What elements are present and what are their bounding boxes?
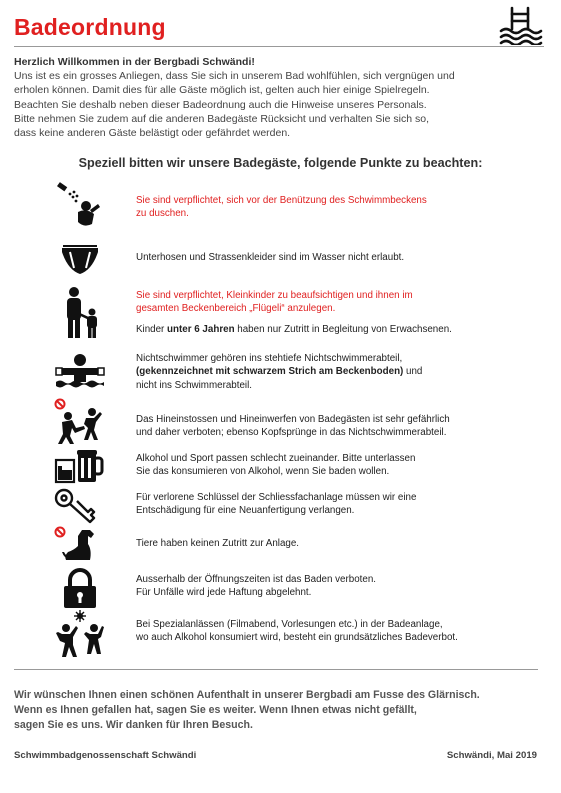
rule-line: Sie das konsumieren von Alkohol, wenn Sie baden wollen. xyxy=(136,466,390,478)
rule-text xyxy=(136,251,546,264)
party-icon xyxy=(52,610,108,658)
footer-organization: Schwimmbadgenossenschaft Schwändi xyxy=(14,750,197,761)
rule-line-red: zu duschen. xyxy=(136,208,189,220)
rule-text-part: und xyxy=(403,366,423,378)
rule-line: Für Unfälle wird jede Haftung abgelehnt. xyxy=(136,587,312,599)
shower-icon xyxy=(52,182,108,226)
rule-text-part: haben nur Zutritt in Begleitung von Erwachsenen. xyxy=(234,323,452,335)
welcome-section xyxy=(14,55,544,140)
rule-item-special-events xyxy=(0,610,561,658)
rule-text-part: Kinder xyxy=(136,323,168,335)
rule-text xyxy=(136,289,546,336)
rule-line: und daher verboten; ebenso Kopfsprünge in das Nichtschwimmerabteil. xyxy=(136,427,447,439)
underwear-icon xyxy=(52,238,108,282)
rule-item-nonswimmer xyxy=(0,348,561,396)
rule-item-children xyxy=(0,286,561,340)
rule-text xyxy=(136,413,546,440)
swimmer-icon xyxy=(52,350,108,394)
welcome-line: erholen können. Damit dies für alle Gäste möglich ist, gelten auch hier einige Spielregeln. xyxy=(14,84,430,97)
rule-text-bold: unter 6 Jahren xyxy=(167,323,235,335)
rule-text xyxy=(136,491,546,518)
rule-line: Für verlorene Schlüssel der Schliessfachanlage müssen wir eine xyxy=(136,492,417,503)
rule-line: Nichtschwimmer gehören ins stehtiefe Nichtschwimmerabteil, xyxy=(136,353,403,364)
rule-line: Alkohol und Sport passen schlecht zueinander. Bitte unterlassen xyxy=(136,453,416,464)
closing-line: sagen Sie es uns. Wir danken für Ihren Besuch. xyxy=(14,719,253,731)
rule-line: Entschädigung für eine Neuanfertigung verlangen. xyxy=(136,505,355,517)
rule-item-no-animals xyxy=(0,526,561,566)
rule-line-red: gesamten Beckenbereich „Flügeli“ anzulegen. xyxy=(136,303,336,315)
welcome-line: Beachten Sie deshalb neben dieser Badeordnung auch die Hinweise unseres Personals. xyxy=(14,98,427,111)
rule-text xyxy=(136,573,546,600)
title-divider xyxy=(14,46,544,47)
alcohol-icon xyxy=(52,446,108,486)
rule-item-underwear xyxy=(0,238,561,278)
page-title: Badeordnung xyxy=(14,14,166,40)
rule-text xyxy=(136,352,546,392)
rule-line-red: Sie sind verpflichtet, Kleinkinder zu beaufsichtigen und ihnen im xyxy=(136,290,413,301)
lock-icon xyxy=(52,568,108,610)
rule-text-bold: (gekennzeichnet mit schwarzem Strich am Beckenboden) xyxy=(136,366,404,378)
parent-child-icon xyxy=(52,286,108,340)
no-pushing-icon xyxy=(52,398,108,444)
rule-item-shower xyxy=(0,182,561,228)
closing-section xyxy=(14,688,544,733)
welcome-line: Bitte nehmen Sie zudem auf die anderen Badegäste Rücksicht und verhalten Sie sich so, xyxy=(14,112,430,125)
rule-line-red: Sie sind verpflichtet, sich vor der Benützung des Schwimmbeckens xyxy=(136,195,427,206)
key-icon xyxy=(52,486,108,526)
rule-item-key xyxy=(0,486,561,526)
rule-line: Unterhosen und Strassenkleider sind im Wasser nicht erlaubt. xyxy=(136,252,405,263)
rule-text xyxy=(136,452,546,479)
rule-line: nicht ins Schwimmerabteil. xyxy=(136,379,252,391)
footer-date: Schwändi, Mai 2019 xyxy=(446,750,537,761)
rule-text xyxy=(136,618,546,645)
rule-line: Ausserhalb der Öffnungszeiten ist das Baden verboten. xyxy=(136,574,376,585)
rule-item-no-pushing xyxy=(0,398,561,444)
special-heading: Speziell bitten wir unsere Badegäste, folgende Punkte zu beachten: xyxy=(78,156,483,170)
swimming-pool-icon xyxy=(498,5,544,45)
closing-line: Wenn es Ihnen gefallen hat, sagen Sie es weiter. Wenn Ihnen etwas nicht gefällt, xyxy=(14,704,417,716)
rule-line: Tiere haben keinen Zutritt zur Anlage. xyxy=(136,538,300,549)
rule-item-opening-hours xyxy=(0,568,561,610)
rule-line xyxy=(136,365,546,378)
no-dogs-icon xyxy=(52,526,108,566)
rule-line xyxy=(136,323,546,336)
rule-line: wo auch Alkohol konsumiert wird, besteht ein grundsätzliches Badeverbot. xyxy=(136,632,458,644)
rule-item-alcohol xyxy=(0,446,561,486)
welcome-line: dass keine anderen Gäste belästigt oder gefährdet werden. xyxy=(14,127,291,140)
rule-line: Das Hineinstossen und Hineinwerfen von Badegästen ist sehr gefährlich xyxy=(136,414,450,425)
rule-line: Bei Spezialanlässen (Filmabend, Vorlesungen etc.) in der Badeanlage, xyxy=(136,619,443,630)
rule-text xyxy=(136,194,546,221)
bottom-divider xyxy=(14,669,538,670)
rule-text xyxy=(136,537,546,550)
closing-line: Wir wünschen Ihnen einen schönen Aufenthalt in unserer Bergbadi am Fusse des Glärnisch. xyxy=(14,689,480,701)
welcome-line: Uns ist es ein grosses Anliegen, dass Sie sich in unserem Bad wohlfühlen, sich vergnügen und xyxy=(14,70,455,83)
welcome-heading: Herzlich Willkommen in der Bergbadi Schwändi! xyxy=(14,56,255,68)
